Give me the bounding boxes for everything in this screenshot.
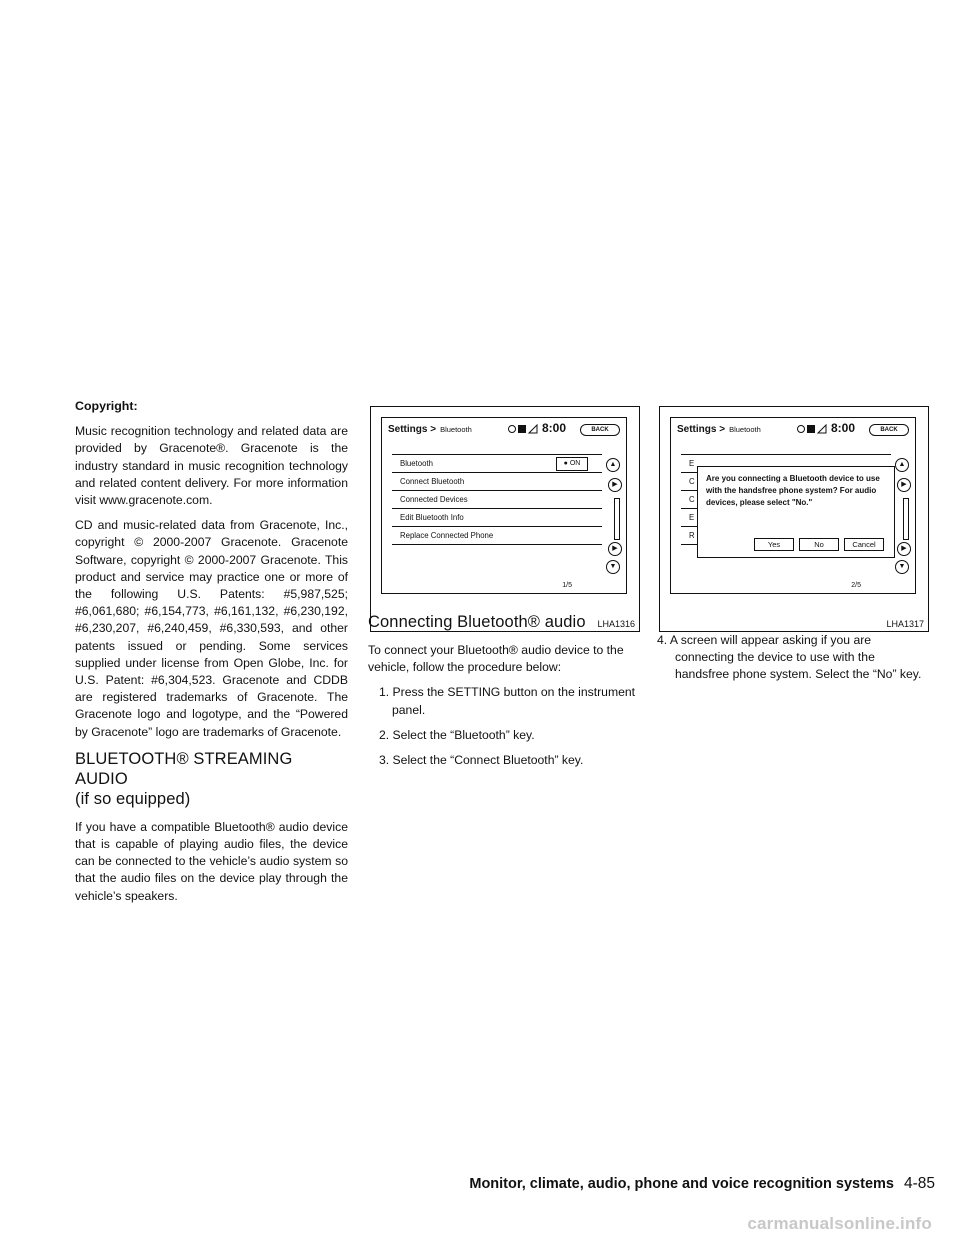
menu-item-edit-bluetooth-info[interactable]: Edit Bluetooth Info (392, 509, 602, 527)
footer-section-title: Monitor, climate, audio, phone and voice recognition systems (469, 1176, 894, 1192)
page-number: 4-85 (903, 1175, 935, 1192)
menu-item: C (681, 491, 891, 509)
menu-list (392, 454, 602, 545)
connecting-heading: Connecting Bluetooth® audio (368, 613, 586, 631)
no-button[interactable]: No (799, 538, 839, 551)
clock: 8:00 (542, 421, 567, 435)
confirm-dialog (697, 466, 895, 558)
menu-item-connect-bluetooth[interactable]: Connect Bluetooth (392, 473, 602, 491)
copyright-paragraph-1: Music recognition technology and related data are provided by Gracenote®. Gracenote is the industry standard in music recognition technology and related content delivery. For more information visit www.gracenote.com. (75, 424, 348, 508)
scroll-controls (893, 458, 911, 568)
step-4: 4. A screen will appear asking if you are connecting the device to use with the handsfree phone system. Select the “No” key. (657, 633, 922, 682)
screen-display (670, 417, 916, 594)
scroll-controls (604, 458, 622, 568)
copyright-paragraph-2: CD and music-related data from Gracenote, Inc., copyright © 2000-2007 Gracenote. Gracenote Software, copyright © 2000-2007 Gracenote. This product and service may practice one or more of the following U.S. Patents: #5,987,525; #6,061,680; #6,154,773, #6,161,132, #6,230,192, #6,230,207, #6,240,459, #6,330,593, and other patents issued or pending. Some services supplied under license from Open Globe, Inc. for U.S. Patent: #6,304,523. Gracenote and CDDB are registered trademarks of Gracenote. The Gracenote logo and logotype, and the “Powered by Gracenote” logo are trademarks of Gracenote. (75, 518, 348, 739)
steps-list (368, 684, 639, 769)
streaming-body: If you have a compatible Bluetooth® audio device that is capable of playing audio files, the device can be connected to the vehicle’s audio system so that the audio files on the device play through the vehicle’s speakers. (75, 819, 348, 903)
figure-label: LHA1316 (597, 619, 635, 629)
status-icons (508, 424, 538, 434)
cancel-button[interactable]: Cancel (844, 538, 884, 551)
copyright-heading: Copyright: (75, 399, 138, 413)
page-footer (469, 1175, 935, 1193)
menu-item: E (681, 509, 891, 527)
back-button[interactable]: BACK (580, 424, 620, 436)
page-indicator: 1/5 (562, 582, 572, 589)
breadcrumb-bluetooth: Bluetooth (729, 424, 761, 434)
streaming-heading-line2: (if so equipped) (75, 789, 191, 808)
streaming-heading-line1: BLUETOOTH® STREAMING AUDIO (75, 749, 293, 788)
scrollbar[interactable] (614, 498, 620, 540)
menu-item: E (681, 455, 891, 473)
scroll-down-fast-icon[interactable]: ▼ (606, 560, 620, 574)
dialog-buttons (754, 538, 884, 551)
menu-item: C (681, 473, 891, 491)
scroll-up-icon[interactable]: ▶ (608, 478, 622, 492)
left-column (75, 398, 348, 913)
yes-button[interactable]: Yes (754, 538, 794, 551)
scroll-down-fast-icon[interactable]: ▼ (895, 560, 909, 574)
clock: 8:00 (831, 421, 856, 435)
menu-item-connected-devices[interactable]: Connected Devices (392, 491, 602, 509)
bluetooth-toggle[interactable]: ● ON (556, 457, 588, 471)
figure-bluetooth-menu (370, 406, 640, 632)
figure-bluetooth-dialog (659, 406, 929, 632)
middle-column (368, 612, 639, 777)
step-3: 3. Select the “Connect Bluetooth” key. (379, 753, 584, 768)
right-column (657, 632, 930, 692)
breadcrumb-settings: Settings > (388, 423, 437, 435)
dialog-message: Are you connecting a Bluetooth device to use with the handsfree phone system? For audio devices, please select "No." (706, 474, 880, 507)
menu-item: R (681, 527, 891, 545)
watermark: carmanualsonline.info (747, 1214, 932, 1233)
menu-item-label: Bluetooth (400, 459, 433, 468)
menu-item-replace-connected-phone[interactable]: Replace Connected Phone (392, 527, 602, 545)
menu-item-bluetooth[interactable] (392, 455, 602, 473)
scroll-up-fast-icon[interactable]: ▲ (606, 458, 620, 472)
page-indicator: 2/5 (851, 582, 861, 589)
scroll-up-icon[interactable]: ▶ (897, 478, 911, 492)
connecting-intro: To connect your Bluetooth® audio device to the vehicle, follow the procedure below: (368, 643, 624, 675)
screen-display (381, 417, 627, 594)
breadcrumb-bluetooth: Bluetooth (440, 424, 472, 434)
step-1: 1. Press the SETTING button on the instrument panel. (379, 685, 636, 717)
step-2: 2. Select the “Bluetooth” key. (379, 727, 535, 742)
figure-label: LHA1317 (886, 619, 924, 629)
scroll-up-fast-icon[interactable]: ▲ (895, 458, 909, 472)
status-icons (797, 424, 827, 434)
steps-list-continued (657, 632, 930, 684)
breadcrumb-settings: Settings > (677, 423, 726, 435)
scroll-down-icon[interactable]: ▶ (608, 542, 622, 556)
streaming-heading (75, 749, 348, 809)
scroll-down-icon[interactable]: ▶ (897, 542, 911, 556)
scrollbar[interactable] (903, 498, 909, 540)
back-button[interactable]: BACK (869, 424, 909, 436)
